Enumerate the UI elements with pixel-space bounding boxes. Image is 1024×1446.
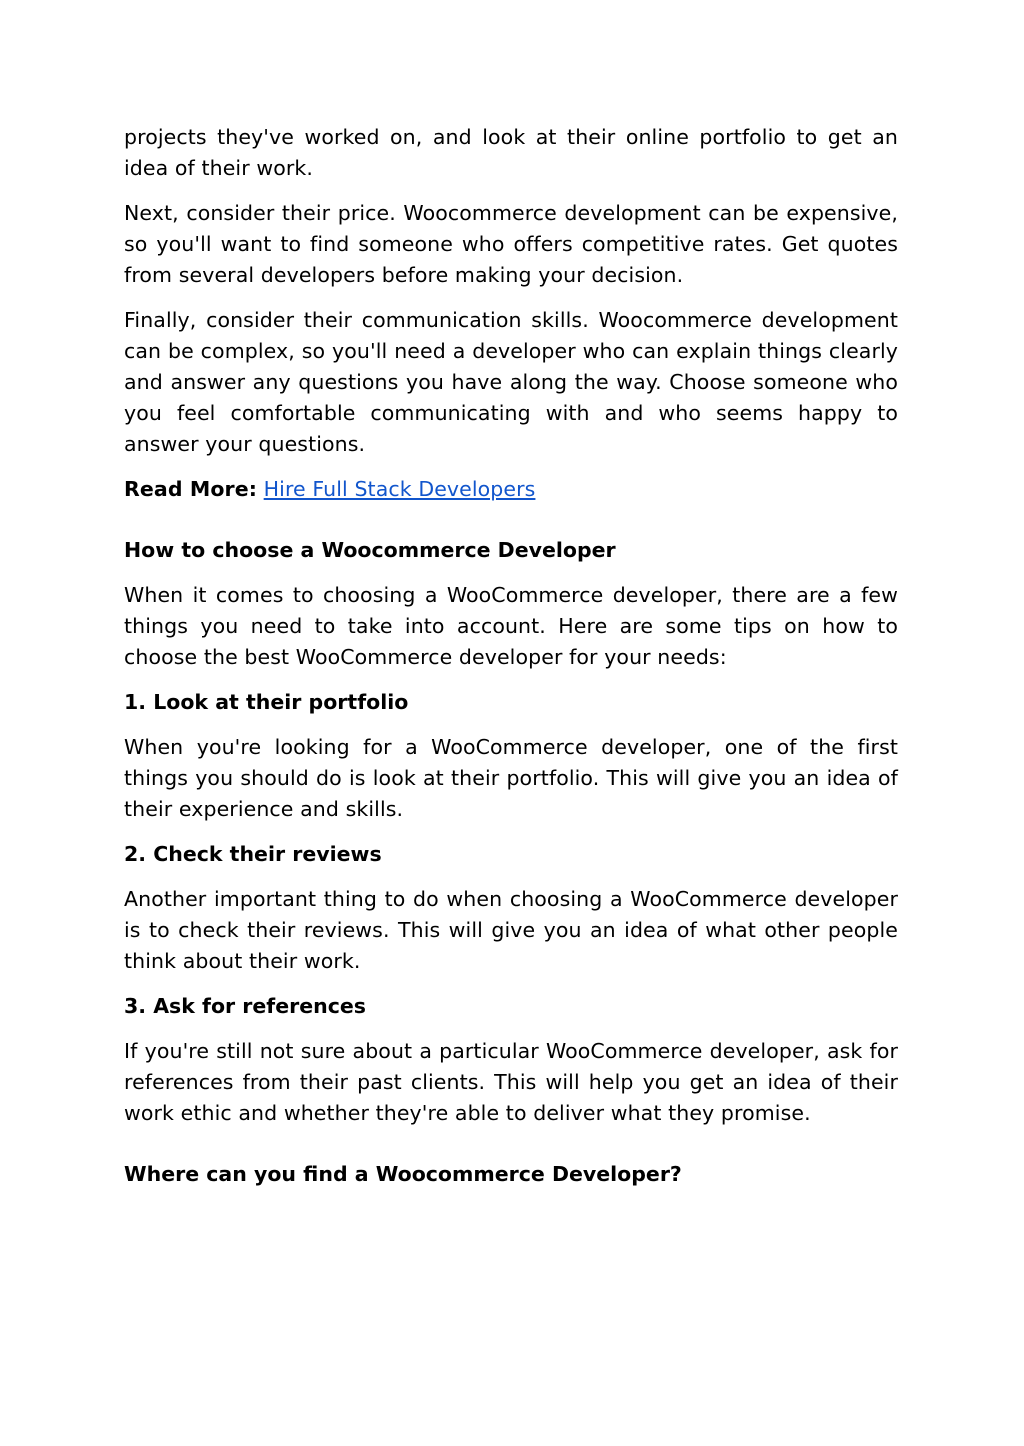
section-heading-where-to-find: Where can you find a Woocommerce Developer?: [124, 1162, 682, 1186]
tip-heading-reviews: 2. Check their reviews: [124, 842, 382, 866]
paragraph-choose-intro: When it comes to choosing a WooCommerce developer, there are a few things you need to take into account. Here are some tips on how to choose the best WooCommerce developer for your needs:: [124, 583, 898, 669]
paragraph-intro-tail: projects they've worked on, and look at their online portfolio to get an idea of their work.: [124, 125, 898, 180]
tip-body-references: If you're still not sure about a particular WooCommerce developer, ask for references from their past clients. This will help you get an idea of their work ethic and whether they're able to deliver what they promise.: [124, 1039, 898, 1125]
paragraph-communication: Finally, consider their communication skills. Woocommerce development can be complex, so you'll need a developer who can explain things clearly and answer any questions you have along the way. Choose someone who you feel comfortable communicating with and who seems happy to answer your questions.: [124, 308, 898, 456]
tip-body-portfolio: When you're looking for a WooCommerce developer, one of the first things you should do is look at their portfolio. This will give you an idea of their experience and skills.: [124, 735, 898, 821]
tip-heading-portfolio: 1. Look at their portfolio: [124, 690, 409, 714]
tip-body-reviews: Another important thing to do when choosing a WooCommerce developer is to check their reviews. This will give you an idea of what other people think about their work.: [124, 887, 898, 973]
section-heading-how-to-choose: How to choose a Woocommerce Developer: [124, 538, 616, 562]
hire-full-stack-developers-link[interactable]: Hire Full Stack Developers: [263, 477, 536, 501]
document-page: [124, 122, 898, 1204]
tip-heading-references: 3. Ask for references: [124, 994, 366, 1018]
read-more-line: [124, 474, 898, 505]
read-more-label: Read More:: [124, 477, 258, 501]
paragraph-price: Next, consider their price. Woocommerce development can be expensive, so you'll want to find someone who offers competitive rates. Get quotes from several developers before making your decision.: [124, 201, 898, 287]
